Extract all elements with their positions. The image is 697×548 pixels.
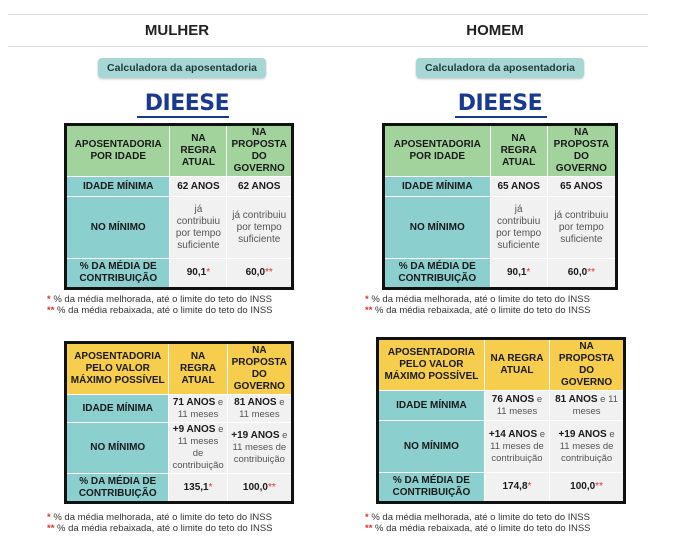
value-cell: +9 ANOS e 11 meses de contribuição [169,423,227,474]
header-cell: NA PROPOSTA DO GOVERNO [227,343,292,395]
row-label: NO MÍNIMO [66,423,169,474]
top-divider [8,14,648,15]
table-aposentadoria-idade-mulher [64,123,294,290]
value-cell: 62 ANOS [227,177,293,197]
logo-underline [455,116,547,118]
header-cell: NA PROPOSTA DO GOVERNO [227,125,293,177]
footnotes: * % da média melhorada, até o limite do teto do INSS ** % da média rebaixada, até o limite do teto do INSS [47,512,273,534]
value-cell: 81 ANOS e 11 meses [550,391,625,421]
marker-double: ** [587,267,595,278]
column-title-mulher: MULHER [144,22,210,39]
value-cell: 65 ANOS [490,177,547,197]
value-cell: +19 ANOS e 11 meses de contribuição [227,423,292,474]
value-cell: 60,0** [547,259,616,289]
header-cell: NA REGRA ATUAL [169,343,227,395]
value-cell: 62 ANOS [170,177,227,197]
header-cell: NA REGRA ATUAL [490,125,547,177]
value-cell: 100,0** [227,474,292,503]
marker-single: * [527,481,532,492]
header-divider [8,46,648,47]
marker-double: ** [265,267,273,278]
logo-underline [137,116,229,118]
header-cell: NA REGRA ATUAL [484,339,549,391]
value-cell: já contribuiu por tempo suficiente [227,197,293,259]
value-cell: 65 ANOS [547,177,616,197]
row-label: % DA MÉDIA DE CONTRIBUIÇÃO [66,259,170,289]
marker-single: * [526,267,531,278]
header-cell: NA REGRA ATUAL [170,125,227,177]
dieese-logo [132,91,242,117]
dieese-logo [445,91,555,117]
marker-single: * [208,481,213,493]
logo-text: DIEESE [457,91,543,116]
value-cell: 81 ANOS e 11 meses [227,395,292,423]
value-cell: 174,8* [484,473,549,503]
table-aposentadoria-idade-homem [382,123,618,290]
value-cell: +19 ANOS e 11 meses de contribuição [550,421,625,473]
footnotes: * % da média melhorada, até o limite do teto do INSS ** % da média rebaixada, até o limite do teto do INSS [365,512,591,534]
value-cell: 71 ANOS e 11 meses [169,395,227,423]
header-cell: APOSENTADORIA POR IDADE [384,125,491,177]
value-cell: já contribuiu por tempo suficiente [170,197,227,259]
row-label: % DA MÉDIA DE CONTRIBUIÇÃO [66,474,169,503]
row-label: % DA MÉDIA DE CONTRIBUIÇÃO [384,259,491,289]
column-title-homem: HOMEM [466,22,524,39]
header-cell: APOSENTADORIA PELO VALOR MÁXIMO POSSÍVEL [378,339,485,391]
calculator-badge: Calculadora da aposentadoria [416,58,584,78]
header-cell: APOSENTADORIA PELO VALOR MÁXIMO POSSÍVEL [66,343,169,395]
header-cell: APOSENTADORIA POR IDADE [66,125,170,177]
table-aposentadoria-valor-mulher [64,341,294,504]
footnotes: * % da média melhorada, até o limite do teto do INSS ** % da média rebaixada, até o limite do teto do INSS [365,294,591,316]
row-label: % DA MÉDIA DE CONTRIBUIÇÃO [378,473,485,503]
row-label: NO MÍNIMO [384,197,491,259]
calculator-badge: Calculadora da aposentadoria [98,58,266,78]
footnotes: * % da média melhorada, até o limite do teto do INSS ** % da média rebaixada, até o limite do teto do INSS [47,294,273,316]
row-label: IDADE MÍNIMA [378,391,485,421]
table-aposentadoria-valor-homem [376,337,626,504]
row-label: IDADE MÍNIMA [384,177,491,197]
header-cell: NA PROPOSTA DO GOVERNO [550,339,625,391]
value-cell: já contribuiu por tempo suficiente [547,197,616,259]
row-label: NO MÍNIMO [66,197,170,259]
value-cell: 90,1* [170,259,227,289]
value-cell: 90,1* [490,259,547,289]
value-cell: já contribuiu por tempo suficiente [490,197,547,259]
marker-single: * [206,267,211,278]
marker-double: ** [267,481,276,493]
value-cell: 76 ANOS e 11 meses [484,391,549,421]
row-label: IDADE MÍNIMA [66,395,169,423]
row-label: NO MÍNIMO [378,421,485,473]
header-cell: NA PROPOSTA DO GOVERNO [547,125,616,177]
value-cell: 60,0** [227,259,293,289]
value-cell: 135,1* [169,474,227,503]
row-label: IDADE MÍNIMA [66,177,170,197]
logo-text: DIEESE [144,91,230,116]
value-cell: +14 ANOS e 11 meses de contribuição [484,421,549,473]
value-cell: 100,0** [550,473,625,503]
marker-double: ** [595,481,603,492]
